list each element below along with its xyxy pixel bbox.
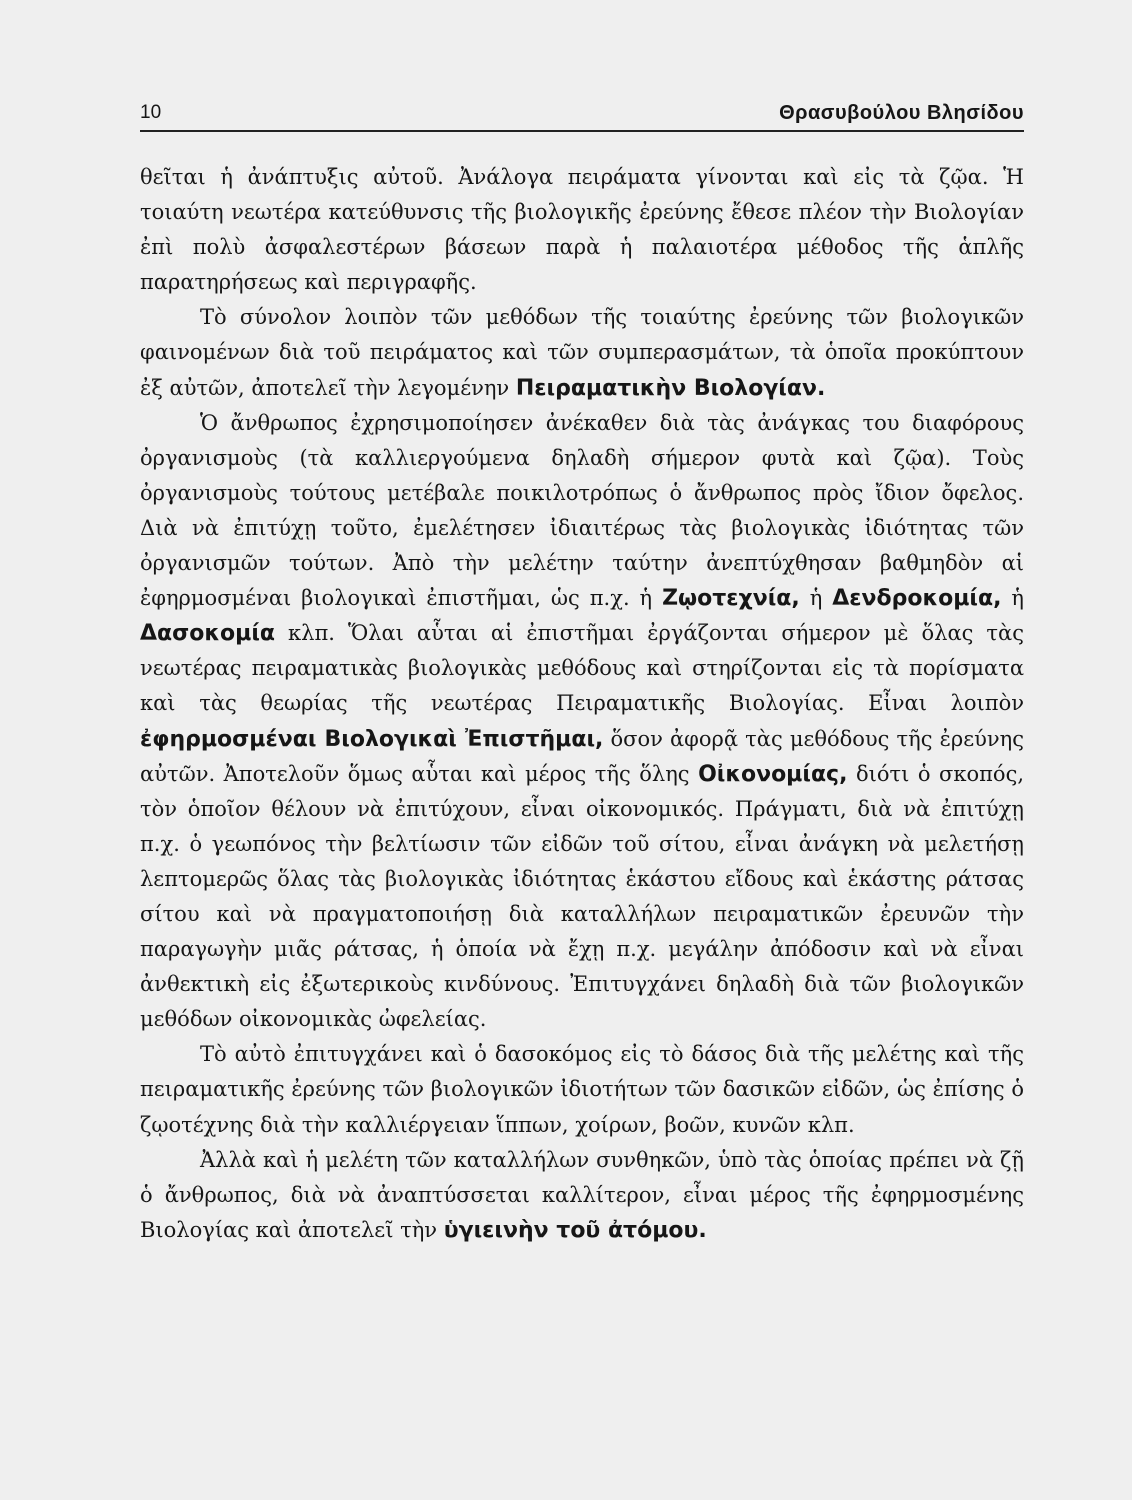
page-number: 10 [140, 102, 162, 123]
bold-term: ὑγιεινὴν τοῦ ἀτόμου. [443, 1217, 707, 1243]
text-run: ὅσον ἀφορᾷ τὰς μεθόδους τῆς ἐρεύνης αὐτῶν. Ἀποτελοῦν ὅμως αὗται καὶ μέρος τῆς ὅλης [140, 726, 1024, 786]
text-run: ἡ [1001, 586, 1024, 611]
bold-term: ἐφηρμοσμέναι Βιολογικαὶ Ἐπιστῆμαι, [140, 726, 604, 752]
paragraph [140, 406, 1024, 1038]
bold-term: Πειραματικὴν Βιολογίαν. [515, 375, 826, 401]
text-run: Τὸ σύνολον λοιπὸν τῶν μεθόδων τῆς τοιαύτης ἐρεύνης τῶν βιολογικῶν φαινομένων διὰ τοῦ πειράματος καὶ τῶν συμπερασμάτων, τὰ ὁποῖα προκύπτουν ἐξ αὐτῶν, ἀποτελεῖ τὴν λεγομένην [140, 305, 1024, 400]
text-run: θεῖται ἡ ἀνάπτυξις αὐτοῦ. Ἀνάλογα πειράματα γίνονται καὶ εἰς τὰ ζῷα. Ἡ τοιαύτη νεωτέρα κατεύθυνσις τῆς βιολογικῆς ἐρεύνης ἔθεσε πλέον τὴν Βιολογίαν ἐπὶ πολὺ ἀσφαλεστέρων βάσεων παρὰ ἡ παλαιοτέρα μέθοδος τῆς ἁπλῆς παρατηρήσεως καὶ περιγραφῆς. [140, 165, 1024, 295]
text-run: διότι ὁ σκοπός, τὸν ὁποῖον θέλουν νὰ ἐπιτύχουν, εἶναι οἰκονομικός. Πράγματι, διὰ νὰ ἐπιτύχῃ π.χ. ὁ γεωπόνος τὴν βελτίωσιν τῶν εἰδῶν τοῦ σίτου, εἶναι ἀνάγκη νὰ μελετήσῃ λεπτομερῶς ὅλας τὰς βιολογικὰς ἰδιότητας ἑκάστου εἴδους καὶ ἑκάστης ράτσας σίτου καὶ νὰ πραγματοποιήσῃ διὰ καταλλήλων πειραματικῶν ἐρευνῶν τὴν παραγωγὴν μιᾶς ράτσας, ἡ ὁποία νὰ ἔχῃ π.χ. μεγάλην ἀπόδοσιν καὶ νὰ εἶναι ἀνθεκτικὴ εἰς ἐξωτερικοὺς κινδύνους. Ἐπιτυγχάνει δηλαδὴ διὰ τῶν βιολογικῶν μεθόδων οἰκονομικὰς ὠφελείας. [140, 761, 1025, 1032]
running-head [140, 98, 1024, 132]
bold-term: Οἰκονομίας, [698, 761, 848, 787]
text-run: Ἀλλὰ καὶ ἡ μελέτη τῶν καταλλήλων συνθηκῶν, ὑπὸ τὰς ὁποίας πρέπει νὰ ζῇ ὁ ἄνθρωπος, διὰ νὰ ἀναπτύσσεται καλλίτερον, εἶναι μέρος τῆς ἐφηρμοσμένης Βιολογίας καὶ ἀποτελεῖ τὴν [140, 1147, 1024, 1242]
text-run: ἡ [799, 586, 833, 611]
paragraph [140, 160, 1024, 300]
text-run: Τὸ αὐτὸ ἐπιτυγχάνει καὶ ὁ δασοκόμος εἰς τὸ δάσος διὰ τῆς μελέτης καὶ τῆς πειραματικῆς ἐρεύνης τῶν βιολογικῶν ἰδιοτήτων τῶν δασικῶν εἰδῶν, ὡς ἐπίσης ὁ ζῳοτέχνης διὰ τὴν καλλιέργειαν ἵππων, χοίρων, βοῶν, κυνῶν κλπ. [140, 1042, 1024, 1137]
text-run: Ὁ ἄνθρωπος ἐχρησιμοποίησεν ἀνέκαθεν διὰ τὰς ἀνάγκας του διαφόρους ὀργανισμοὺς (τὰ καλλιεργούμενα δηλαδὴ σήμερον φυτὰ καὶ ζῷα). Τοὺς ὀργανισμοὺς τούτους μετέβαλε ποικιλοτρόπως ὁ ἄνθρωπος πρὸς ἴδιον ὄφελος. Διὰ νὰ ἐπιτύχῃ τοῦτο, ἐμελέτησεν ἰδιαιτέρως τὰς βιολογικὰς ἰδιότητας τῶν ὀργανισμῶν τούτων. Ἀπὸ τὴν μελέτην ταύτην ἀνεπτύχθησαν βαθμηδὸν αἱ ἐφηρμοσμέναι βιολογικαὶ ἐπιστῆμαι, ὡς π.χ. ἡ [140, 410, 1024, 611]
paragraph [140, 300, 1024, 405]
bold-term: Ζῳοτεχνία, [662, 586, 800, 612]
paragraph [140, 1037, 1024, 1142]
paragraph [140, 1143, 1024, 1248]
bold-term: Δενδροκομία, [832, 586, 1002, 612]
text-run: κλπ. Ὅλαι αὗται αἱ ἐπιστῆμαι ἐργάζονται σήμερον μὲ ὅλας τὰς νεωτέρας πειραματικὰς βιολογικὰς μεθόδους καὶ στηρίζονται εἰς τὰ πορίσματα καὶ τὰς θεωρίας τῆς νεωτέρας Πειραματικῆς Βιολογίας. Εἶναι λοιπὸν [140, 621, 1024, 716]
running-head-author: Θρασυβούλου Βλησίδου [779, 102, 1024, 124]
bold-term: Δασοκομία [140, 621, 276, 647]
body-text [140, 160, 1024, 1248]
